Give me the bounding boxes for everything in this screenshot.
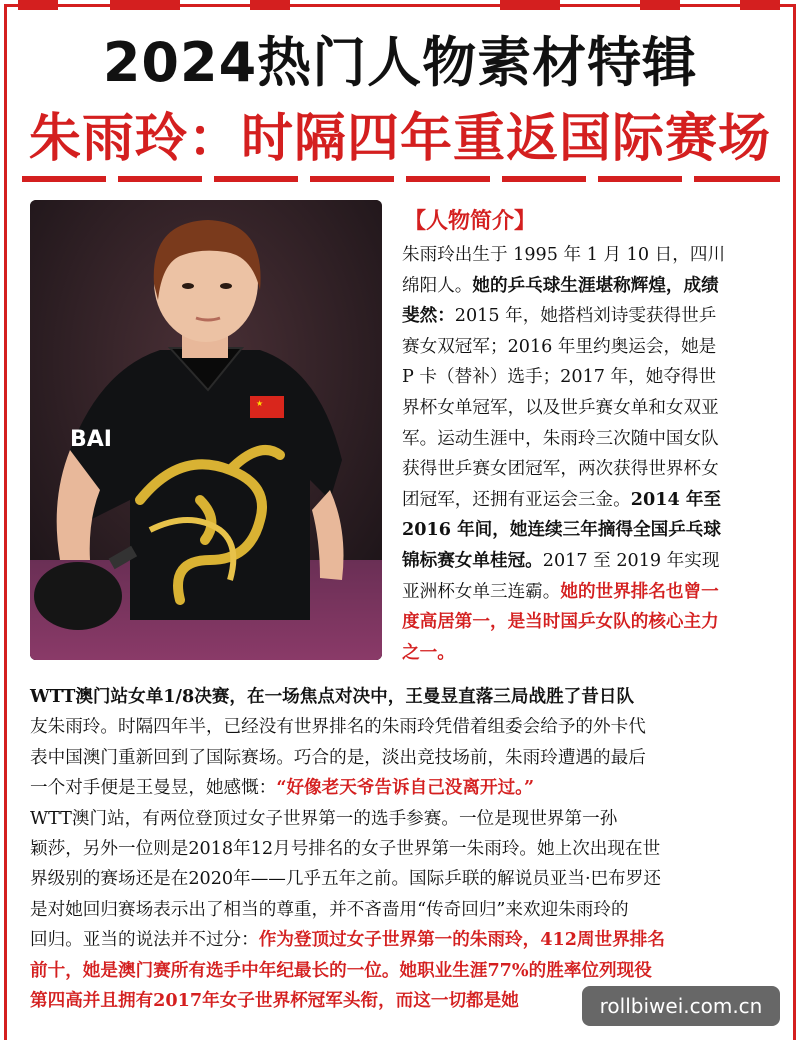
text-segment: 2016 年间，她连续三年摘得全国乒乓球 (402, 519, 721, 541)
article-line (30, 682, 778, 712)
text-segment: 回归。亚当的说法并不过分： (30, 930, 259, 951)
profile-line (402, 240, 778, 271)
text-segment: 锦标赛女单桂冠。 (402, 549, 543, 571)
page-subtitle: 朱雨玲：时隔四年重返国际赛场 (28, 109, 771, 169)
article-line (30, 804, 778, 834)
profile-line (402, 424, 778, 455)
text-segment: 斐然： (402, 305, 455, 327)
text-segment: “好像老天爷告诉自己没离开过。” (276, 777, 535, 799)
profile-line (402, 638, 778, 669)
text-segment: 界杯女单冠军，以及世乒赛女单和女双亚 (402, 397, 719, 418)
text-segment: 作为登顶过女子世界第一的朱雨玲，412周世界排名 (258, 929, 665, 951)
article-text (30, 682, 778, 1016)
watermark: rollbiwei.com.cn (582, 986, 780, 1026)
text-segment: 颖莎，另外一位则是2018年12月号排名的女子世界第一朱雨玲。她上次出现在世 (30, 838, 661, 859)
article-line (30, 743, 778, 773)
profile-line (402, 454, 778, 485)
text-segment: 前十，她是澳门赛所有选手中年纪最长的一位。她职业生涯77%的胜率位列现役 (30, 959, 652, 981)
profile-line (402, 515, 778, 546)
text-segment: 界级别的赛场还是在2020年——几乎五年之前。国际乒联的解说员亚当·巴布罗还 (30, 869, 661, 890)
text-segment: 军。运动生涯中，朱雨玲三次随中国女队 (402, 428, 719, 449)
text-segment: WTT澳门站，有两位登顶过女子世界第一的选手参赛。一位是现世界第一孙 (30, 808, 618, 829)
profile-line (402, 332, 778, 363)
article-line (30, 712, 778, 742)
dashed-divider (22, 176, 780, 184)
jersey-letters: BAI (70, 427, 112, 452)
text-segment: 2017 至 2019 年实现 (542, 550, 720, 571)
text-segment: 赛女双冠军；2016 年里约奥运会，她是 (402, 336, 717, 357)
text-segment: 是对她回归赛场表示出了相当的尊重，并不吝啬用“传奇回归”来欢迎朱雨玲的 (30, 899, 629, 920)
profile-line (402, 271, 778, 302)
text-segment: 2014 年至 (630, 488, 722, 510)
profile-line (402, 393, 778, 424)
text-segment: P 卡（替补）选手；2017 年，她夺得世 (402, 367, 717, 388)
text-segment: 绵阳人。 (402, 275, 473, 296)
article-line (30, 834, 778, 864)
text-segment: 度高居第一，是当时国乒女队的核心主力 (402, 611, 719, 633)
article-line (30, 864, 778, 894)
profile-line (402, 546, 778, 577)
text-segment: 她的世界排名也曾一 (560, 580, 719, 602)
text-segment: 2015 年，她搭档刘诗雯获得世乒 (454, 306, 717, 327)
text-segment: 亚洲杯女单三连霸。 (402, 581, 561, 602)
profile-text (402, 240, 778, 668)
text-segment: 友朱雨玲。时隔四年半，已经没有世界排名的朱雨玲凭借着组委会给予的外卡代 (30, 717, 646, 738)
text-segment: 之一。 (402, 641, 455, 663)
article-line (30, 895, 778, 925)
page-title: 2024热门人物素材特辑 (102, 31, 698, 94)
profile-heading: 【人物简介】 (404, 209, 537, 234)
profile-line (402, 607, 778, 638)
svg-text:★: ★ (256, 399, 264, 408)
text-segment: 表中国澳门重新回到了国际赛场。巧合的是，淡出竞技场前，朱雨玲遭遇的最后 (30, 747, 646, 768)
article-line (30, 956, 778, 986)
text-segment: 获得世乒赛女团冠军，两次获得世界杯女 (402, 459, 719, 480)
profile-line (402, 485, 778, 516)
profile-line (402, 362, 778, 393)
profile-line (402, 301, 778, 332)
text-segment: 一个对手便是王曼昱，她感慨： (30, 778, 277, 799)
text-segment: 她的乒乓球生涯堪称辉煌，成绩 (472, 274, 719, 296)
article-line (30, 925, 778, 955)
text-segment: 第四高并且拥有2017年女子世界杯冠军头衔，而这一切都是她 (30, 989, 519, 1011)
athlete-photo (30, 200, 382, 660)
top-frame-tabs (0, 0, 800, 14)
article-line (30, 773, 778, 803)
profile-line (402, 577, 778, 608)
text-segment: 朱雨玲出生于 1995 年 1 月 10 日，四川 (402, 245, 726, 265)
text-segment: 团冠军，还拥有亚运会三金。 (402, 489, 631, 510)
text-segment: WTT澳门站女单1/8决赛，在一场焦点对决中，王曼昱直落三局战胜了昔日队 (30, 686, 635, 707)
